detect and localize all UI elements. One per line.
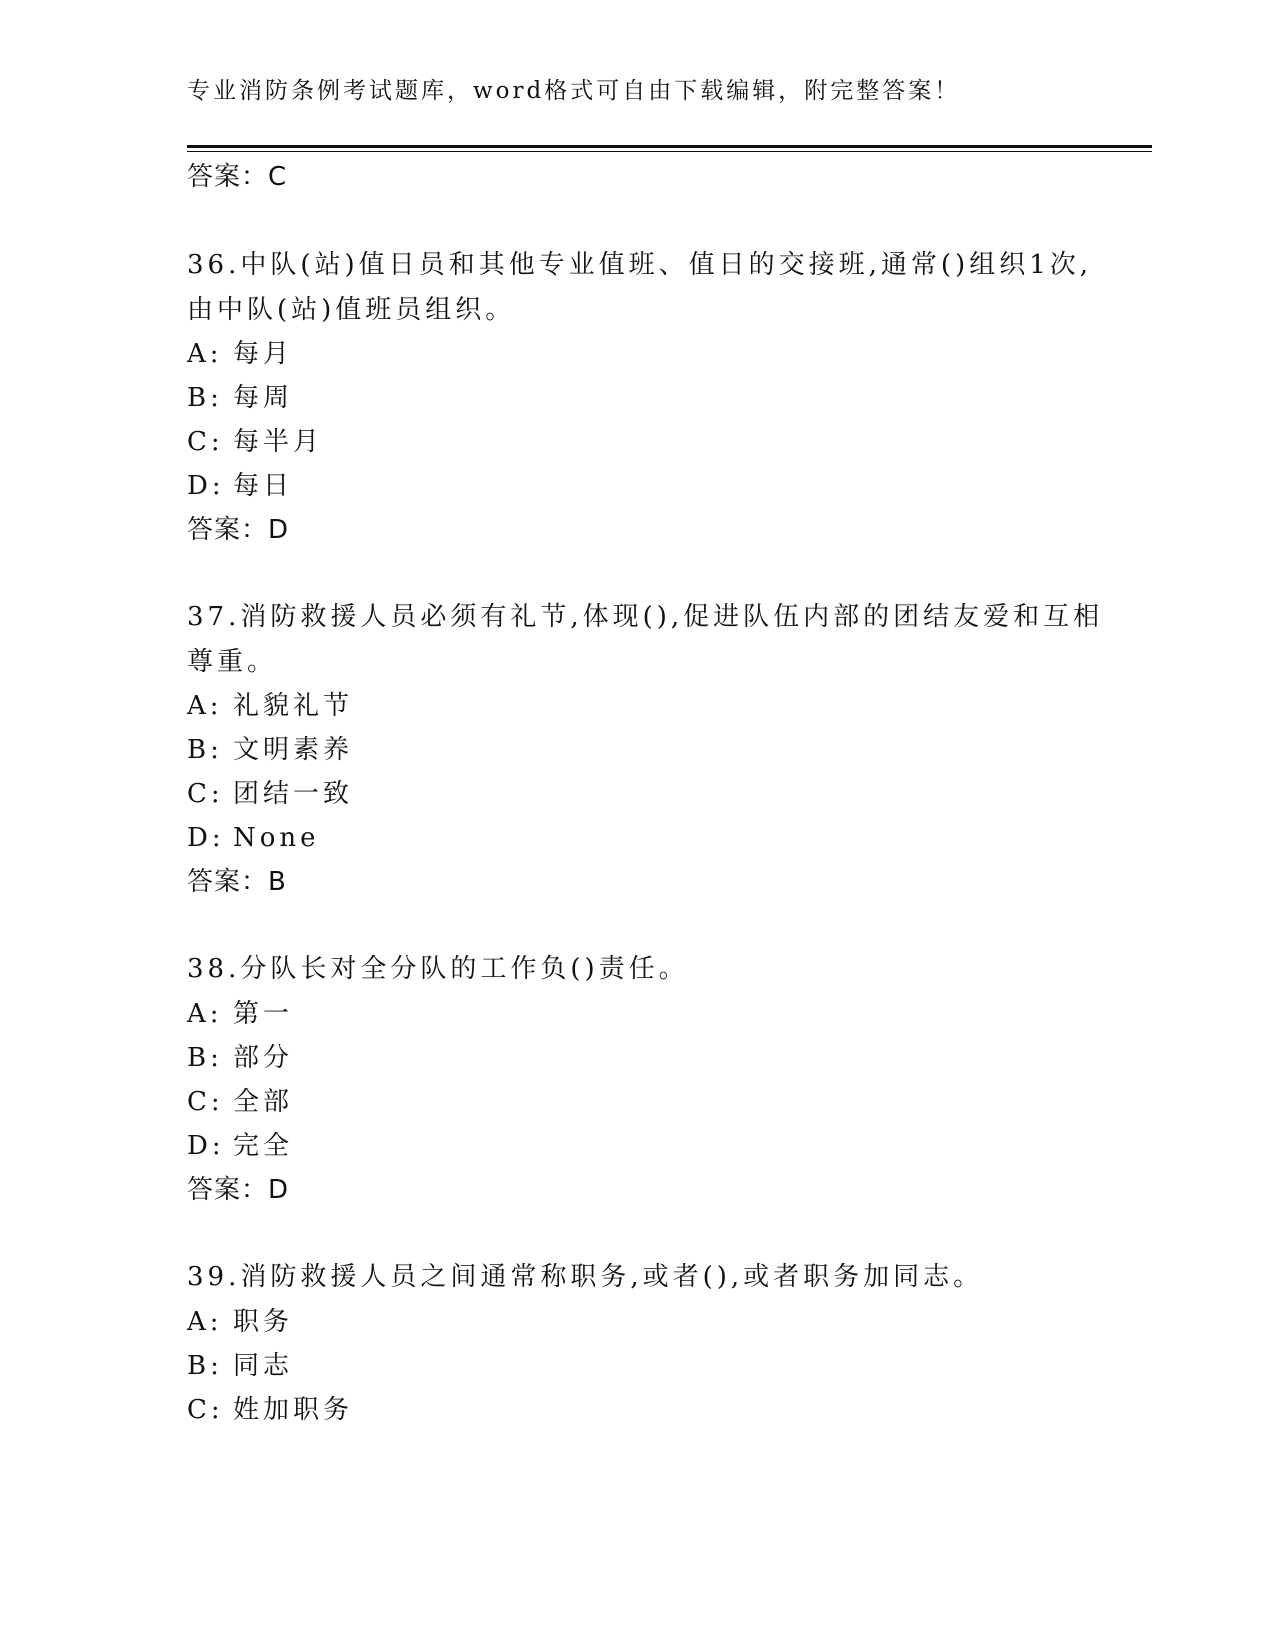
- option-label: B:: [187, 1043, 223, 1073]
- option-text: None: [233, 823, 320, 853]
- option-a: [187, 997, 293, 1031]
- option-label: B:: [187, 735, 223, 765]
- option-label: A:: [187, 339, 223, 369]
- option-label: C:: [187, 1087, 224, 1117]
- question-38-line-1: 38.分队长对全分队的工作负()责任。: [187, 954, 689, 984]
- option-text: 每月: [233, 339, 294, 369]
- option-d: [187, 469, 293, 503]
- option-label: C:: [187, 427, 224, 457]
- option-c: [187, 1085, 293, 1119]
- option-label: A:: [187, 1307, 223, 1337]
- option-c: [187, 1393, 353, 1427]
- option-label: D:: [187, 1131, 225, 1161]
- option-label: A:: [187, 999, 223, 1029]
- option-label: D:: [187, 823, 225, 853]
- option-a: [187, 1305, 293, 1339]
- option-label: B:: [187, 1351, 223, 1381]
- question-37-line-1: 37.消防救援人员必须有礼节,体现(),促进队伍内部的团结友爱和互相: [187, 602, 1104, 632]
- answer-line: 答案：C: [187, 162, 288, 192]
- option-text: 姓加职务: [233, 1395, 354, 1425]
- answer-line: 答案：D: [187, 515, 290, 545]
- answer-line: 答案：B: [187, 867, 287, 897]
- answer-line: 答案：D: [187, 1175, 290, 1205]
- option-text: 职务: [233, 1307, 294, 1337]
- option-text: 同志: [233, 1351, 294, 1381]
- option-label: C:: [187, 779, 224, 809]
- option-d: [187, 821, 320, 855]
- option-label: B:: [187, 383, 223, 413]
- option-text: 文明素养: [233, 735, 354, 765]
- option-text: 部分: [233, 1043, 294, 1073]
- option-text: 每周: [233, 383, 294, 413]
- header-rule-thick: [187, 145, 1152, 148]
- option-text: 第一: [233, 999, 294, 1029]
- header-rule-thin: [187, 151, 1152, 152]
- question-36-line-2: 由中队(站)值班员组织。: [187, 295, 516, 325]
- option-b: [187, 381, 293, 415]
- option-text: 每日: [233, 471, 294, 501]
- option-a: [187, 689, 353, 723]
- option-text: 完全: [233, 1131, 294, 1161]
- option-text: 全部: [233, 1087, 294, 1117]
- option-label: A:: [187, 691, 223, 721]
- option-c: [187, 777, 353, 811]
- option-c: [187, 425, 323, 459]
- option-b: [187, 1349, 293, 1383]
- page-header-text: 专业消防条例考试题库，word格式可自由下载编辑，附完整答案！: [187, 78, 961, 104]
- option-text: 每半月: [233, 427, 324, 457]
- option-d: [187, 1129, 293, 1163]
- question-39-line-1: 39.消防救援人员之间通常称职务,或者(),或者职务加同志。: [187, 1262, 984, 1292]
- option-text: 礼貌礼节: [233, 691, 354, 721]
- question-36-line-1: 36.中队(站)值日员和其他专业值班、值日的交接班,通常()组织1次,: [187, 250, 1092, 280]
- option-label: D:: [187, 471, 225, 501]
- option-b: [187, 1041, 293, 1075]
- option-a: [187, 337, 293, 371]
- option-text: 团结一致: [233, 779, 354, 809]
- question-37-line-2: 尊重。: [187, 647, 278, 677]
- option-label: C:: [187, 1395, 224, 1425]
- option-b: [187, 733, 353, 767]
